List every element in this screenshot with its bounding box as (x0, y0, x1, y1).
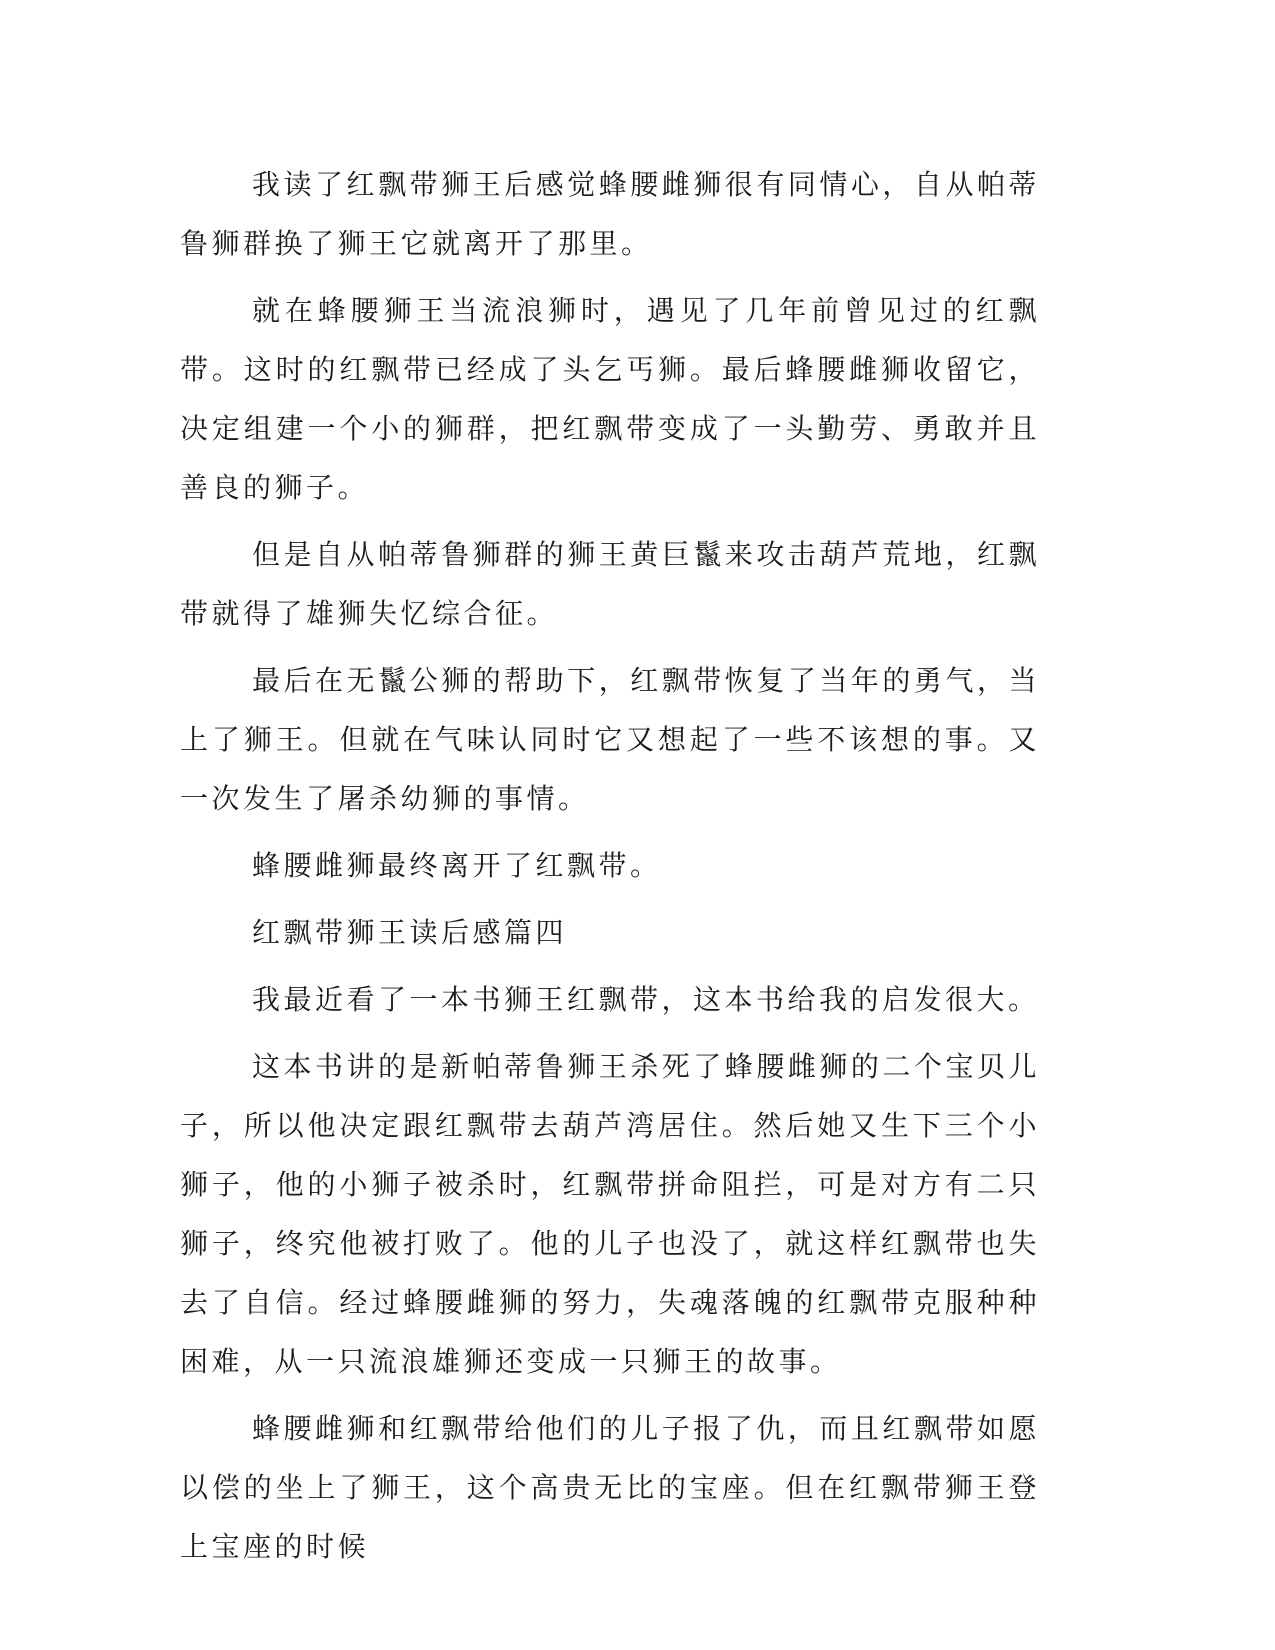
paragraph-7: 这本书讲的是新帕蒂鲁狮王杀死了蜂腰雌狮的二个宝贝儿子，所以他决定跟红飘带去葫芦湾居住。然后她又生下三个小狮子，他的小狮子被杀时，红飘带拼命阻拦，可是对方有二只狮子，终究他被打败了。他的儿子也没了，就这样红飘带也失去了自信。经过蜂腰雌狮的努力，失魂落魄的红飘带克服种种困难，从一只流浪雄狮还变成一只狮王的故事。 (180, 1050, 1040, 1378)
document-page (180, 155, 1040, 1584)
paragraph-8: 蜂腰雌狮和红飘带给他们的儿子报了仇，而且红飘带如愿以偿的坐上了狮王，这个高贵无比的宝座。但在红飘带狮王登上宝座的时候 (180, 1412, 1040, 1563)
section-heading: 红飘带狮王读后感篇四 (252, 916, 568, 949)
paragraph-3: 但是自从帕蒂鲁狮群的狮王黄巨鬣来攻击葫芦荒地，红飘带就得了雄狮失忆综合征。 (180, 538, 1040, 630)
paragraph-1: 我读了红飘带狮王后感觉蜂腰雌狮很有同情心，自从帕蒂鲁狮群换了狮王它就离开了那里。 (180, 168, 1040, 260)
paragraph-2: 就在蜂腰狮王当流浪狮时，遇见了几年前曾见过的红飘带。这时的红飘带已经成了头乞丐狮。最后蜂腰雌狮收留它，决定组建一个小的狮群，把红飘带变成了一头勤劳、勇敢并且善良的狮子。 (180, 294, 1040, 504)
paragraph-4: 最后在无鬣公狮的帮助下，红飘带恢复了当年的勇气，当上了狮王。但就在气味认同时它又想起了一些不该想的事。又一次发生了屠杀幼狮的事情。 (180, 664, 1040, 815)
paragraph-5: 蜂腰雌狮最终离开了红飘带。 (252, 849, 662, 882)
paragraph-6: 我最近看了一本书狮王红飘带，这本书给我的启发很大。 (252, 983, 1040, 1016)
